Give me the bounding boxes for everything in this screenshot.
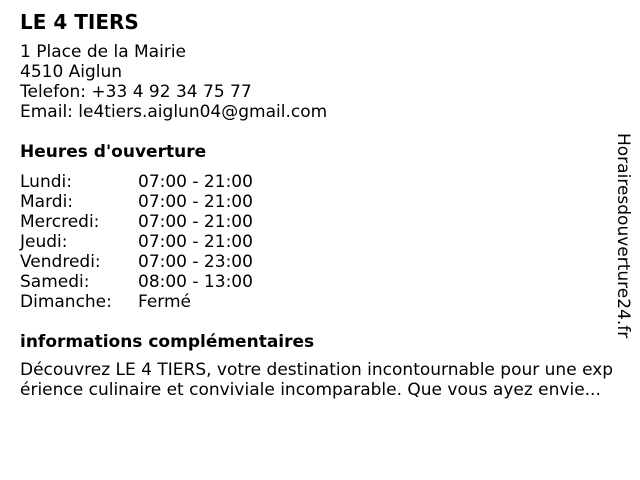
hours-table bbox=[20, 172, 620, 312]
hours-day: Jeudi: bbox=[20, 232, 68, 252]
hours-day: Vendredi: bbox=[20, 252, 101, 272]
hours-row bbox=[20, 172, 620, 192]
hours-day: Mardi: bbox=[20, 192, 74, 212]
email-line: Email: le4tiers.aiglun04@gmail.com bbox=[20, 102, 328, 122]
hours-title: Heures d'ouverture bbox=[20, 142, 207, 162]
business-name: LE 4 TIERS bbox=[20, 10, 139, 34]
hours-time: 07:00 - 21:00 bbox=[138, 232, 253, 252]
hours-day: Samedi: bbox=[20, 272, 90, 292]
hours-time: 07:00 - 21:00 bbox=[138, 192, 253, 212]
hours-time: 07:00 - 21:00 bbox=[138, 172, 253, 192]
hours-row bbox=[20, 212, 620, 232]
business-info bbox=[20, 10, 620, 400]
hours-row bbox=[20, 252, 620, 272]
info-text: Découvrez LE 4 TIERS, votre destination incontournable pour une expérience culinaire et conviviale incomparable. Que vous ayez envie... bbox=[20, 360, 614, 400]
hours-day: Lundi: bbox=[20, 172, 72, 192]
hours-time: 08:00 - 13:00 bbox=[138, 272, 253, 292]
hours-time: Fermé bbox=[138, 292, 192, 312]
address-street: 1 Place de la Mairie bbox=[20, 42, 186, 62]
address-city: 4510 Aiglun bbox=[20, 62, 123, 82]
hours-row bbox=[20, 232, 620, 252]
hours-row bbox=[20, 292, 620, 312]
phone-line: Telefon: +33 4 92 34 75 77 bbox=[20, 82, 252, 102]
hours-day: Mercredi: bbox=[20, 212, 100, 232]
hours-time: 07:00 - 23:00 bbox=[138, 252, 253, 272]
hours-row bbox=[20, 192, 620, 212]
hours-time: 07:00 - 21:00 bbox=[138, 212, 253, 232]
hours-row bbox=[20, 272, 620, 292]
site-watermark: Horairesdouverture24.fr bbox=[613, 133, 633, 339]
info-title: informations complémentaires bbox=[20, 332, 315, 352]
hours-day: Dimanche: bbox=[20, 292, 112, 312]
